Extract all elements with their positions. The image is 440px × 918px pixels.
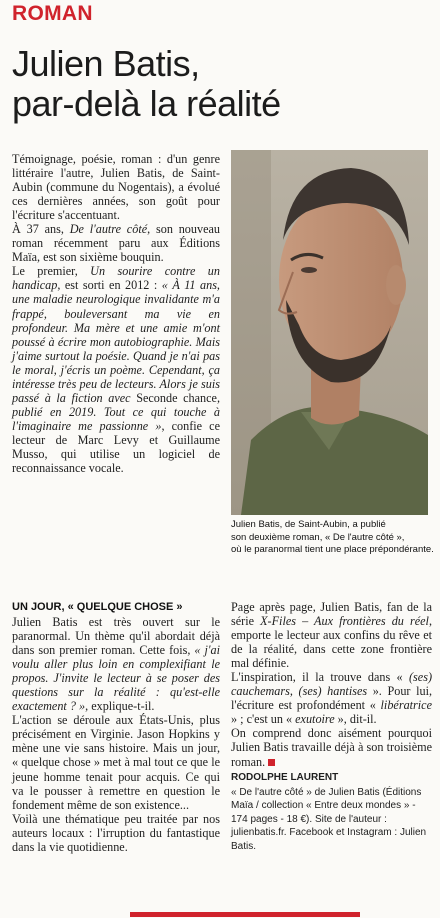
body-paragraph-2: L'action se déroule aux États-Unis, plus précisément en Virginie. Jason Hopkins y mène une vie sans histoire. Mais un jour, « quelque chose » met à mal tout ce que le jeune homme tenait pour acquis. Ce qui va le pousser à remettre en question le fondement même de son existence... — [12, 713, 220, 812]
photo-caption — [231, 519, 432, 557]
body-paragraph-4: Page après page, Julien Batis, fan de la série X-Files – Aux frontières du réel, emporte le lecteur aux confins du rêve et de la réalité, dans cette zone frontière mal définie. — [231, 600, 432, 671]
headline-line-2: par-delà la réalité — [12, 83, 281, 124]
bottom-rule — [130, 912, 360, 917]
caption-line-3: où le paranormal tient une place prépondérante. — [231, 544, 434, 555]
section-rubric: ROMAN — [12, 2, 93, 25]
portrait-photo — [231, 150, 428, 515]
body-paragraph-1: Julien Batis est très ouvert sur le paranormal. Un thème qu'il abordait déjà dans son premier roman. Cette fois, « j'ai voulu aller plus loin en complexifiant le propos. J'invite le lecteur à se poser des questions sur la réalité : qu'est-elle exactement ? », explique-t-il. — [12, 615, 220, 714]
end-mark-icon — [268, 759, 275, 766]
body-paragraph-3: Voilà une thématique peu traitée par nos auteurs locaux : l'irruption du fantastique dans la vie quotidienne. — [12, 811, 220, 854]
author-photo — [231, 150, 428, 515]
section-subhead: UN JOUR, « QUELQUE CHOSE » — [12, 601, 183, 613]
article-headline — [12, 44, 432, 124]
intro-paragraph-2: À 37 ans, De l'autre côté, son nouveau roman récemment paru aux Éditions Maïa, est son sixième bouquin. — [12, 222, 221, 265]
body-paragraph-6 — [231, 726, 432, 768]
body-paragraph-5: L'inspiration, il la trouve dans « (ses) cauchemars, (ses) hantises ». Pour lui, l'écriture est profondément « libératrice » ; c'est un « exutoire », dit-il. — [231, 670, 432, 727]
closing-text: On comprend donc aisément pourquoi Julien Batis travaille déjà à son troisième roman. — [231, 726, 432, 769]
headline-line-1: Julien Batis, — [12, 43, 200, 84]
body-right-column — [231, 600, 432, 853]
intro-column — [12, 152, 220, 475]
body-left-column — [12, 600, 220, 854]
author-signature: RODOLPHE LAURENT — [231, 771, 339, 783]
caption-line-1: Julien Batis, de Saint-Aubin, a publié — [231, 519, 386, 530]
book-credits: « De l'autre côté » de Julien Batis (Éditions Maïa / collection « Entre deux mondes » - 174 pages - 18 €). Site de l'auteur : julienbatis.fr. Facebook et Instagram : Julien Batis. — [231, 786, 427, 852]
intro-paragraph-1: Témoignage, poésie, roman : d'un genre littéraire l'autre, Julien Batis, de Saint-Aubin (commune du Nogentais), a évolué ces dernières années, son goût pour l'écriture s'accentuant. — [12, 152, 220, 223]
caption-line-2: son deuxième roman, « De l'autre côté », — [231, 531, 405, 543]
intro-paragraph-3: Le premier, Un sourire contre un handicap, est sorti en 2012 : « À 11 ans, une maladie neurologique invalidante m'a frappé, bouleversant ma vie en profondeur. Ma mère et une amie m'ont poussé à écrire mon autobiographie. Mais j'aime surtout la poésie. Quand je n'ai pas le moral, j'écris un poème. Cependant, ça intéresse très peu de lecteurs. Alors je suis passé à la fiction avec Seconde chance, publié en 2019. Tout ce qui touche à l'imaginaire me passionne », confie ce lecteur de Marc Levy et Guillaume Musso, qui utilise un logiciel de reconnaissance vocale. — [12, 264, 220, 476]
